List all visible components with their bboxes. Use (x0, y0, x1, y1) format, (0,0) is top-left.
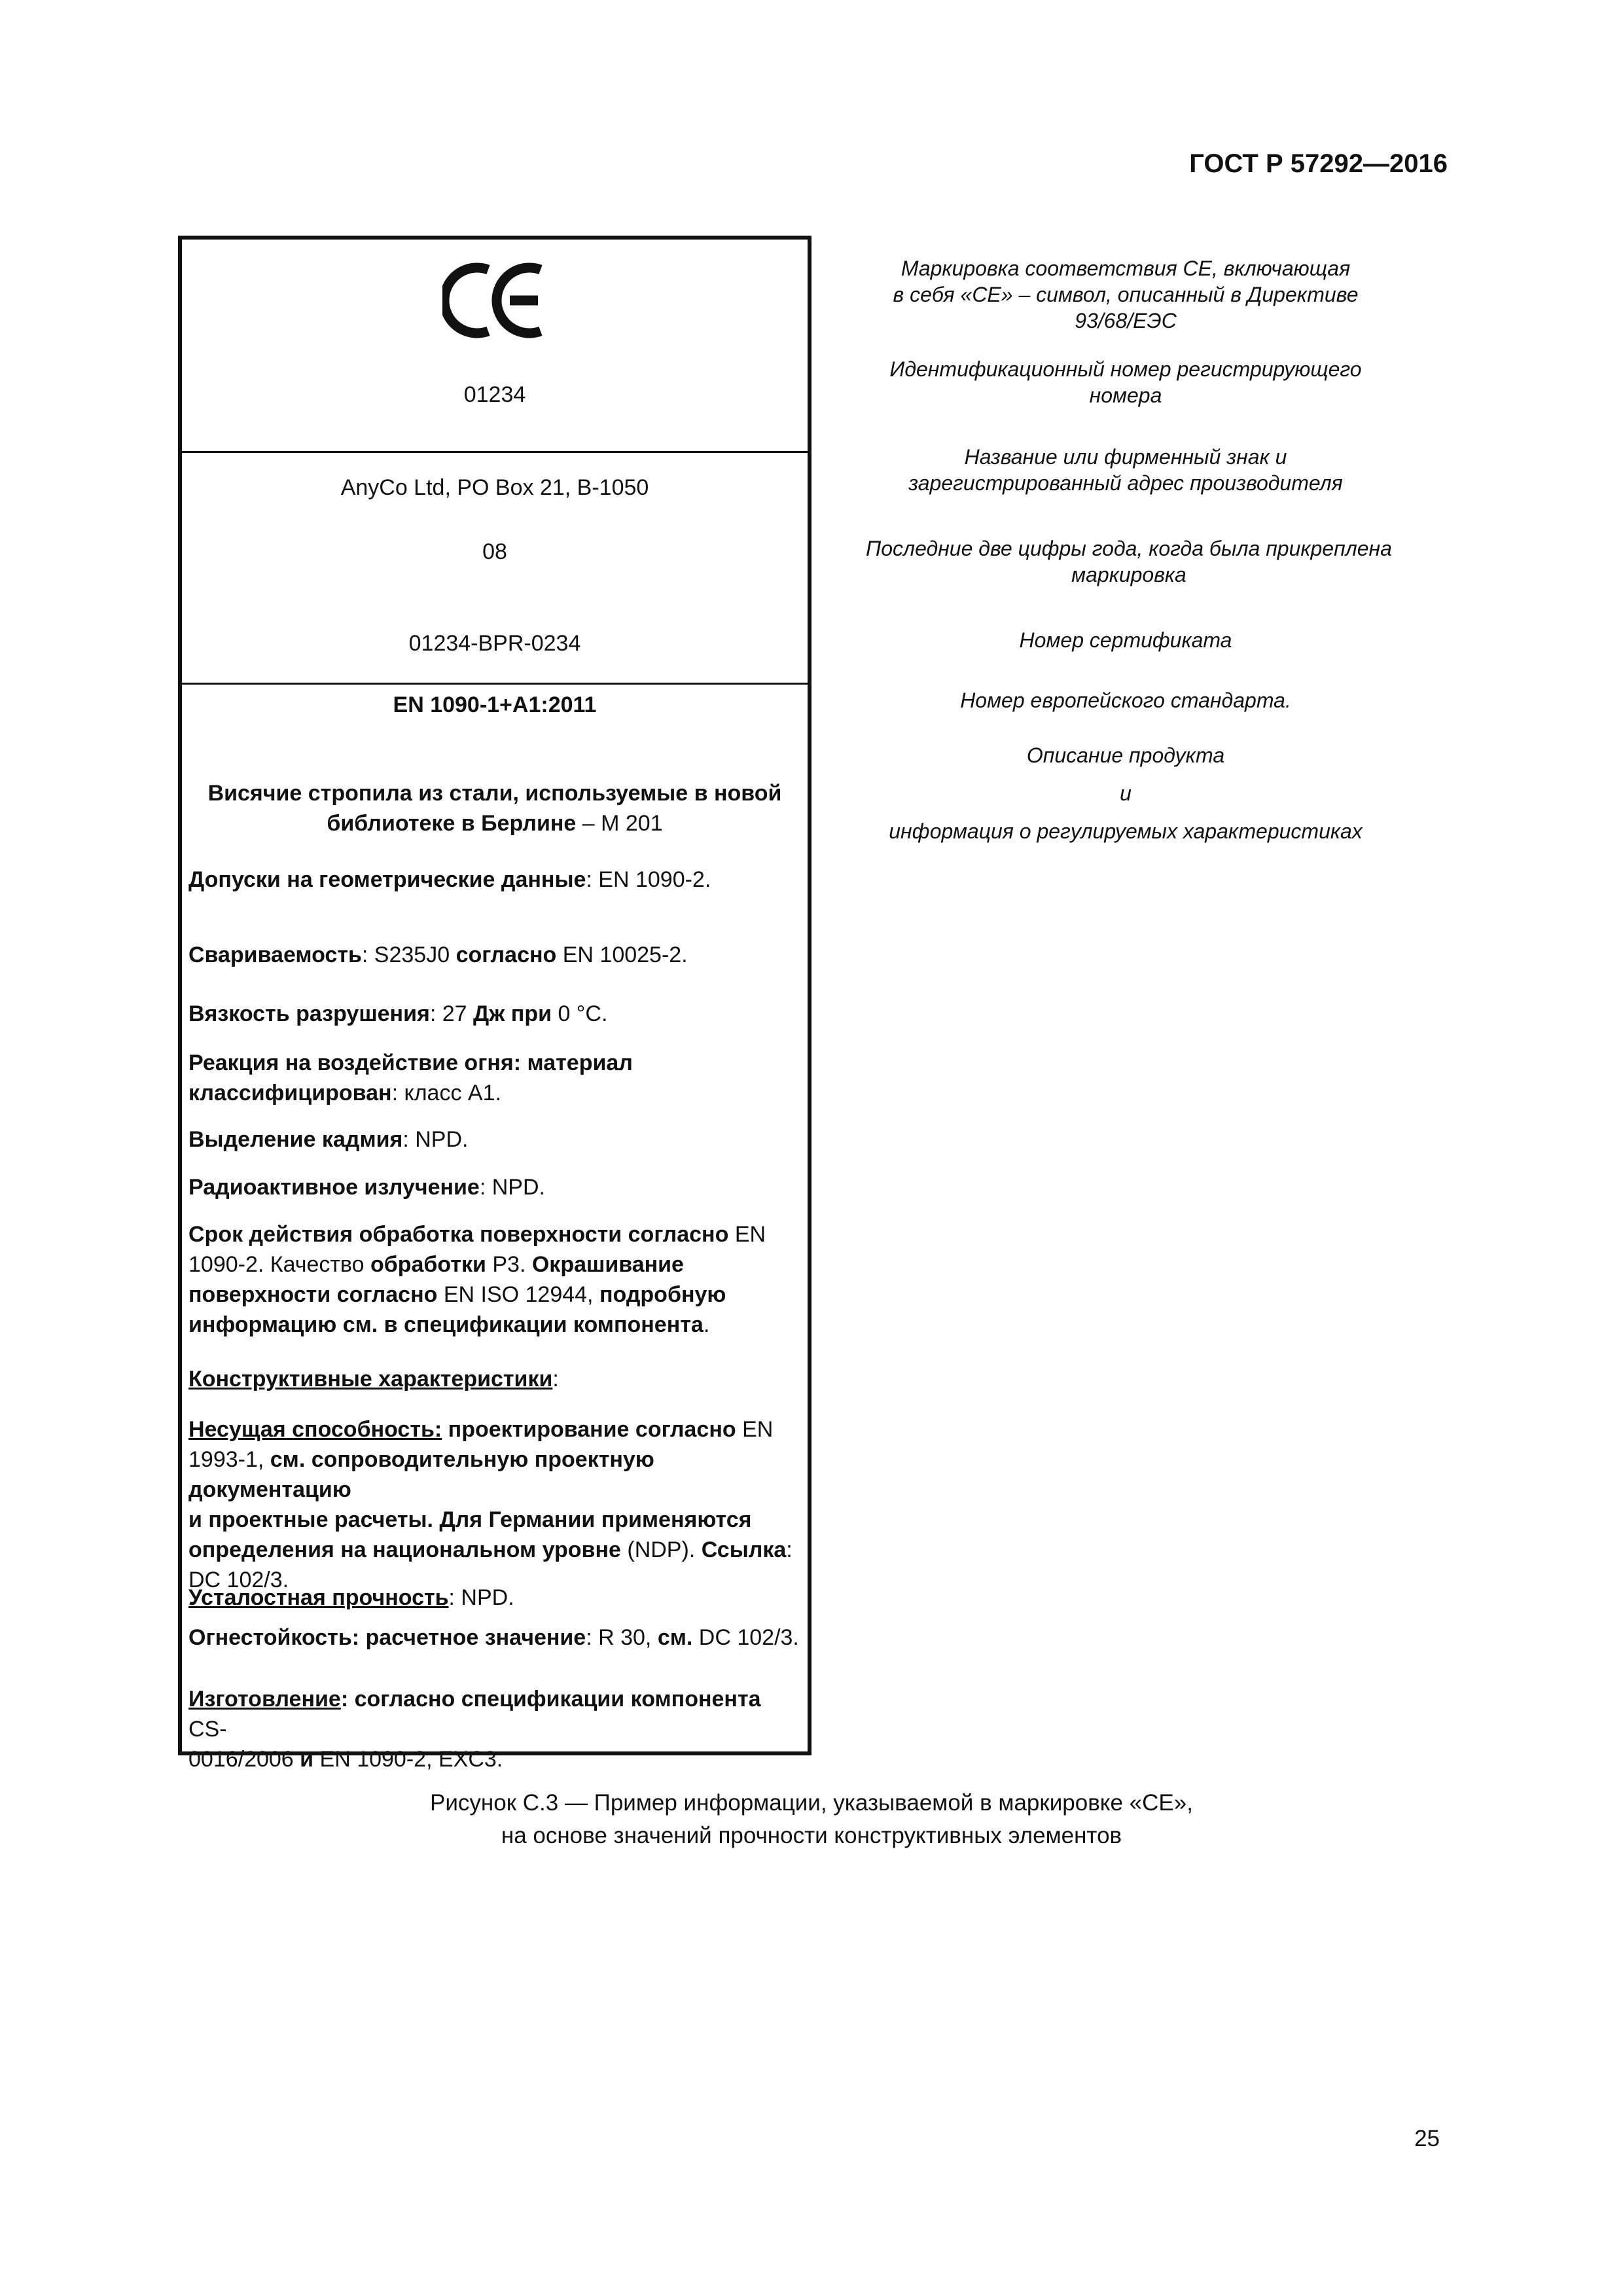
fire-resistance-value: : R 30, (586, 1625, 658, 1650)
load-capacity-key: Несущая способность: (188, 1417, 442, 1442)
load-capacity-h: Ссылка (701, 1537, 787, 1562)
ce-label-box (178, 236, 812, 1772)
product-suffix: – М 201 (576, 811, 663, 836)
geometry-value: : EN 1090-2. (586, 867, 711, 892)
durability-k: . (703, 1312, 710, 1337)
structural-key: Конструктивные характеристики (188, 1367, 553, 1391)
product-line-2: библиотеке в Берлине (327, 811, 577, 836)
manufacturing-key: Изготовление (188, 1687, 341, 1712)
note-ce-mark (821, 255, 1430, 334)
load-capacity-c: 1993-1, (188, 1447, 270, 1472)
manufacturing-c: 0016/2006 (188, 1747, 300, 1772)
product-description (182, 778, 808, 838)
note-desc-line-3: информация о регулируемых характеристиках (889, 819, 1363, 843)
fatigue-value: : NPD. (448, 1585, 514, 1610)
characteristic-radioactivity (188, 1172, 802, 1202)
fire-resistance-mid: см. (657, 1625, 693, 1650)
load-capacity-a: проектирование согласно (442, 1417, 736, 1442)
note-description (821, 736, 1430, 850)
toughness-mid: Дж при (473, 1001, 552, 1026)
characteristic-cadmium (188, 1124, 802, 1155)
characteristic-fire-resistance (188, 1623, 802, 1653)
ce-mark-icon (442, 258, 547, 343)
note-id-line-1: Идентификационный номер регистрирующего (889, 357, 1362, 381)
note-id-line-2: номера (1089, 384, 1162, 407)
note-standard: Номер европейского стандарта. (960, 689, 1291, 712)
weld-mid: согласно (455, 942, 557, 967)
geometry-key: Допуски на геометрические данные (188, 867, 586, 892)
toughness-value: : 27 (429, 1001, 474, 1026)
radioactivity-value: : NPD. (479, 1175, 545, 1200)
manufacturing-d: и (300, 1747, 314, 1772)
standard-reference: EN 1090-1+A1:2011 (393, 692, 597, 717)
toughness-end: 0 °C. (552, 1001, 608, 1026)
fire-value: : класс А1. (391, 1081, 501, 1105)
characteristic-fatigue (188, 1583, 802, 1613)
durability-h: EN ISO 12944, (437, 1282, 599, 1307)
note-desc-line-1: Описание продукта (1026, 744, 1225, 767)
note-mfr-line-2: зарегистрированный адрес производителя (908, 471, 1343, 495)
structural-value: : (552, 1367, 559, 1391)
page-number: 25 (1414, 2126, 1440, 2151)
load-capacity-i: : (786, 1537, 793, 1562)
fatigue-key: Усталостная прочность (188, 1585, 449, 1610)
notified-body-number: 01234 (463, 382, 526, 407)
label-section-manufacturer (182, 451, 808, 685)
product-line-1: Висячие стропила из стали, используемые в новой (207, 781, 782, 806)
characteristic-durability (188, 1219, 802, 1340)
weld-value: : S235J0 (361, 942, 456, 967)
document-header: ГОСТ Р 57292—2016 (1189, 149, 1448, 178)
manufacturing-e: EN 1090-2, EXC3. (313, 1747, 503, 1772)
toughness-key: Вязкость разрушения (188, 1001, 430, 1026)
fire-key: Реакция на воздействие огня (188, 1050, 514, 1075)
durability-d: обработки (370, 1252, 486, 1277)
fire-resistance-key: Огнестойкость: расчетное значение (188, 1625, 586, 1650)
durability-g: поверхности согласно (188, 1282, 438, 1307)
figure-caption (0, 1787, 1623, 1852)
durability-f: Окрашивание (531, 1252, 684, 1277)
note-ce-line-2: в себя «CE» – символ, описанный в Директиве (893, 283, 1359, 306)
durability-b: EN (728, 1222, 766, 1247)
note-desc-line-2: и (1120, 781, 1132, 805)
durability-e: P3. (486, 1252, 532, 1277)
characteristic-toughness (188, 999, 802, 1029)
note-certificate: Номер сертификата (1019, 628, 1232, 652)
cadmium-key: Выделение кадмия (188, 1127, 403, 1152)
structural-characteristics (188, 1364, 802, 1394)
radioactivity-key: Радиоактивное излучение (188, 1175, 480, 1200)
weld-key: Свариваемость (188, 942, 362, 967)
fire-key-2: классифицирован (188, 1081, 392, 1105)
load-capacity-g: (NDP). (620, 1537, 702, 1562)
note-year (802, 535, 1456, 588)
note-year-line-2: маркировка (1071, 563, 1186, 586)
manufacturing-b: CS- (188, 1717, 227, 1742)
fire-mid: : материал (513, 1050, 633, 1075)
note-identification (821, 356, 1430, 408)
weld-end: EN 10025-2. (556, 942, 688, 967)
characteristic-geometry (188, 865, 802, 895)
manufacturing-a: : согласно спецификации компонента (340, 1687, 761, 1712)
characteristic-manufacturing (188, 1684, 802, 1774)
characteristic-load-capacity (188, 1414, 802, 1595)
note-ce-line-1: Маркировка соответствия СЕ, включающая (901, 257, 1351, 280)
load-capacity-e: и проектные расчеты. Для Германии применяются (188, 1507, 752, 1532)
durability-c: 1090-2. Качество (188, 1252, 370, 1277)
load-capacity-f: определения на национальном уровне (188, 1537, 621, 1562)
load-capacity-b: EN (736, 1417, 774, 1442)
manufacturer-address: AnyCo Ltd, PO Box 21, B-1050 (340, 475, 649, 500)
cadmium-value: : NPD. (402, 1127, 469, 1152)
characteristic-weldability (188, 940, 802, 970)
year-digits: 08 (482, 539, 507, 564)
note-mfr-line-1: Название или фирменный знак и (964, 445, 1287, 469)
characteristic-fire-reaction (188, 1048, 802, 1108)
durability-j: информацию см. в спецификации компонента (188, 1312, 704, 1337)
caption-line-2: на основе значений прочности конструктивных элементов (501, 1823, 1122, 1848)
note-manufacturer (821, 444, 1430, 496)
note-ce-line-3: 93/68/ЕЭС (1075, 309, 1177, 332)
note-year-line-1: Последние две цифры года, когда была прикреплена (866, 537, 1392, 560)
durability-a: Срок действия обработка поверхности согласно (188, 1222, 729, 1247)
certificate-number: 01234-BPR-0234 (408, 631, 581, 656)
load-capacity-d: см. сопроводительную проектную документацию (188, 1447, 654, 1502)
label-section-ce (182, 240, 808, 453)
fire-resistance-end: DC 102/3. (692, 1625, 799, 1650)
caption-line-1: Рисунок С.3 — Пример информации, указываемой в маркировке «CE», (430, 1790, 1193, 1816)
durability-i: подробную (599, 1282, 726, 1307)
load-capacity-j: DC 102/3. (188, 1568, 289, 1592)
